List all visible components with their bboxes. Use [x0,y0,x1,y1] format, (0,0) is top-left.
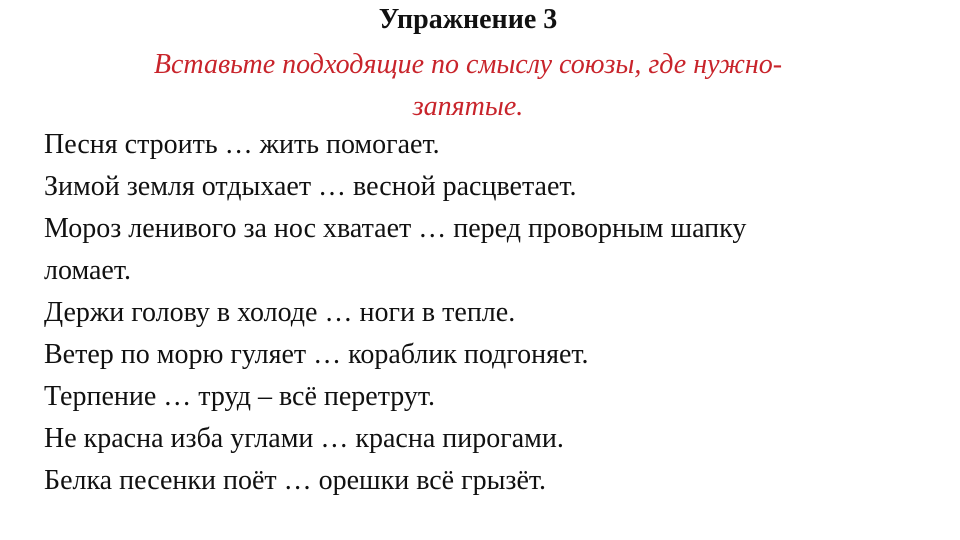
sentence-line: Мороз ленивого за нос хватает … перед проворным шапку [44,213,747,244]
sentence-list [44,124,944,502]
sentence-line: Ветер по морю гуляет … кораблик подгоняет. [44,339,589,370]
exercise-instruction [80,44,856,128]
sentence-line: ломает. [44,255,131,286]
sentence-line: Не красна изба углами … красна пирогами. [44,423,564,454]
sentence-line: Держи голову в холоде … ноги в тепле. [44,297,516,328]
exercise-title: Упражнение 3 [378,4,558,35]
instruction-line-1: Вставьте подходящие по смыслу союзы, где нужно- [153,49,783,80]
sentence-line: Зимой земля отдыхает … весной расцветает. [44,171,577,202]
instruction-line-2: запятые. [412,91,524,122]
sentence-line: Терпение … труд – всё перетрут. [44,381,436,412]
sentence-line: Песня строить … жить помогает. [44,129,440,160]
sentence-line: Белка песенки поёт … орешки всё грызёт. [44,465,547,496]
